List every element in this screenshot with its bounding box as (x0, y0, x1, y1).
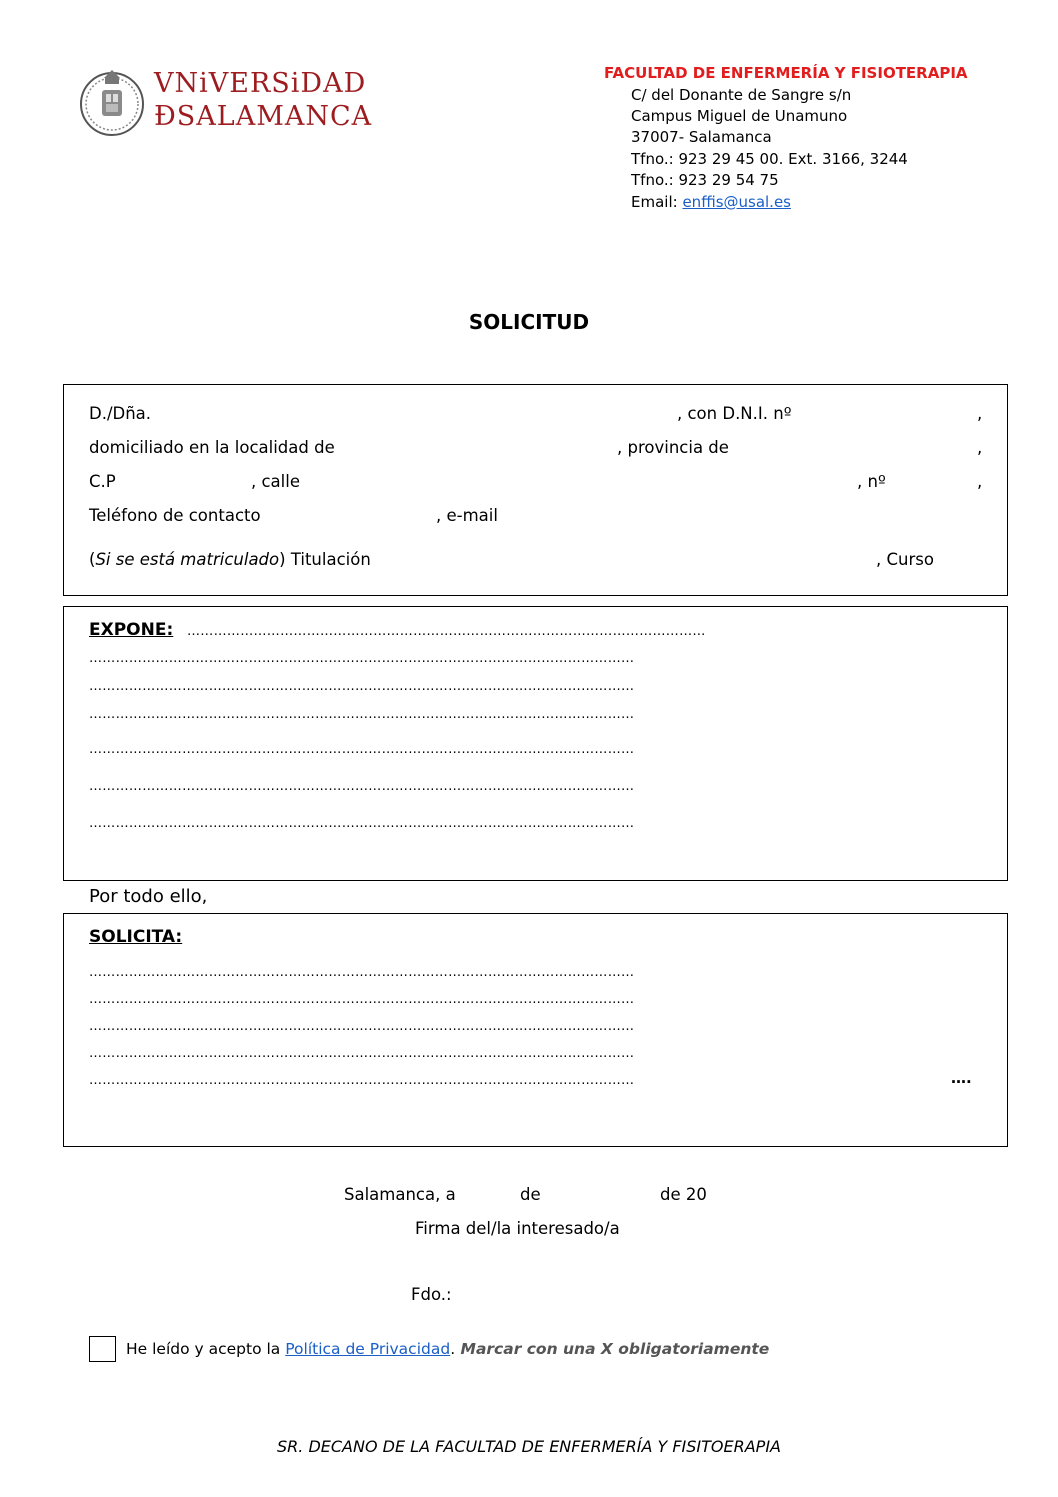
signature-de-1: de (520, 1185, 541, 1204)
addressee-footer: SR. DECANO DE LA FACULTAD DE ENFERMERÍA Y FISITOERAPIA (277, 1437, 781, 1456)
expone-dots-6: …………………………………………………………………………………………………………… (89, 780, 635, 793)
label-locality: domiciliado en la localidad de (89, 438, 335, 457)
solicita-dots-1: …………………………………………………………………………………………………………… (89, 966, 635, 979)
comma-3: , (977, 472, 983, 491)
signature-place: Salamanca, a (344, 1185, 456, 1204)
logo-wordmark-line1: VNiVERSiDAD (154, 68, 367, 99)
email-line (631, 192, 791, 213)
label-phone: Teléfono de contacto (89, 506, 261, 525)
address-line-3: 37007- Salamanca (631, 128, 772, 146)
email-link[interactable]: enffis@usal.es (682, 193, 791, 211)
email-label: Email: (631, 193, 683, 211)
faculty-name: FACULTAD DE ENFERMERÍA Y FISIOTERAPIA (604, 64, 968, 82)
form-title: SOLICITUD (468, 310, 590, 334)
label-dni: , con D.N.I. nº (677, 404, 792, 423)
solicita-dots-tail: …. (951, 1069, 972, 1087)
address-line-2: Campus Miguel de Unamuno (631, 107, 848, 125)
expone-label: EXPONE: (89, 620, 174, 640)
expone-dots-3: …………………………………………………………………………………………………………… (89, 680, 635, 693)
solicita-label: SOLICITA: (89, 927, 183, 947)
expone-dots-4: …………………………………………………………………………………………………………… (89, 708, 635, 721)
label-cp: C.P (89, 472, 116, 491)
expone-dots-7: …………………………………………………………………………………………………………… (89, 817, 635, 830)
expone-dots-2: …………………………………………………………………………………………………………… (89, 652, 635, 665)
expone-dots-1: ……………………………………………………………………………………………………… (187, 625, 706, 638)
privacy-period: . (450, 1340, 456, 1358)
privacy-policy-link[interactable]: Política de Privacidad (285, 1340, 451, 1358)
privacy-note: Marcar con una X obligatoriamente (455, 1340, 770, 1358)
comma-2: , (977, 438, 983, 457)
expone-line-1 (89, 622, 173, 639)
label-street: , calle (251, 472, 300, 491)
solicita-dots-2: …………………………………………………………………………………………………………… (89, 993, 635, 1006)
phone-line-1: Tfno.: 923 29 45 00. Ext. 3166, 3244 (631, 150, 908, 168)
label-email: , e-mail (436, 506, 498, 525)
solicita-dots-3: …………………………………………………………………………………………………………… (89, 1020, 635, 1033)
degree-open: ( (89, 550, 96, 569)
label-number: , nº (857, 472, 886, 491)
fdo-label: Fdo.: (411, 1285, 452, 1304)
solicita-heading (89, 929, 182, 946)
signature-label: Firma del/la interesado/a (415, 1219, 620, 1238)
solicita-dots-4: …………………………………………………………………………………………………………… (89, 1047, 635, 1060)
degree-note: Si se está matriculado (95, 550, 280, 569)
expone-dots-5: …………………………………………………………………………………………………………… (89, 743, 635, 756)
university-seal-logo (78, 66, 146, 138)
signature-de-2: de 20 (660, 1185, 707, 1204)
degree-label: ) Titulación (279, 550, 371, 569)
comma-1: , (977, 404, 983, 423)
solicita-dots-5: …………………………………………………………………………………………………………… (89, 1074, 635, 1087)
label-course: , Curso (876, 550, 934, 569)
label-dna: D./Dña. (89, 404, 152, 423)
privacy-checkbox[interactable] (89, 1336, 116, 1362)
label-degree (89, 552, 371, 569)
label-province: , provincia de (617, 438, 729, 457)
por-todo-ello: Por todo ello, (89, 886, 208, 907)
privacy-statement (126, 1340, 769, 1358)
phone-line-2: Tfno.: 923 29 54 75 (631, 171, 779, 189)
logo-wordmark-line2: ÐSALAMANCA (154, 101, 373, 132)
address-line-1: C/ del Donante de Sangre s/n (631, 86, 852, 104)
privacy-text: He leído y acepto la (126, 1340, 286, 1358)
